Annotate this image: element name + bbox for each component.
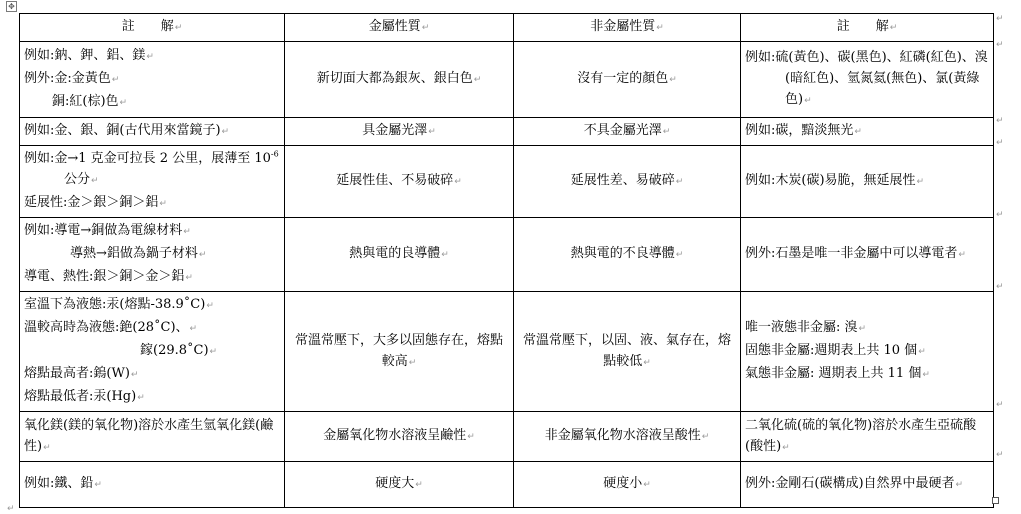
nonmetal-cell: 常溫常壓下，以固、液、氣存在，熔點較低↵ [514,292,741,412]
note-right-cell: 例外:金剛石(碳構成)自然界中最硬者↵ [741,462,994,508]
paragraph-end-mark: ↵ [7,504,15,514]
header-row [20,14,994,42]
table-move-handle-icon[interactable]: ✥ [6,1,17,12]
note-left-cell: 室溫下為液態:汞(熔點-38.9˚C)↵ 溫較高時為液態:銫(28˚C)、↵ 鎵(29.8˚C)↵ 熔點最高者:鎢(W)↵ 熔點最低者:汞(Hg)↵ [20,292,285,412]
end-of-row-mark: ↵ [996,210,1004,220]
end-of-row-mark: ↵ [996,14,1004,24]
table-row [20,218,994,292]
table-resize-handle[interactable] [992,497,999,504]
note-right-cell: 唯一液態非金屬: 溴↵ 固態非金屬:週期表上共 10 個↵ 氣態非金屬: 週期表上共 11 個↵ [741,292,994,412]
metal-cell: 常溫常壓下，大多以固態存在，熔點較高↵ [285,292,514,412]
metal-cell: 新切面大都為銀灰、銀白色↵ [285,42,514,118]
end-of-row-mark: ↵ [996,400,1004,410]
nonmetal-cell: 不具金屬光澤↵ [514,118,741,146]
nonmetal-cell: 延展性差、易破碎↵ [514,146,741,218]
nonmetal-cell: 沒有一定的顏色↵ [514,42,741,118]
note-right-cell: 二氧化硫(硫的氧化物)溶於水產生亞硫酸(酸性)↵ [741,412,994,462]
note-right-cell: 例如:碳，黯淡無光↵ [741,118,994,146]
table-row [20,292,994,412]
table-row [20,146,994,218]
header-note-right: 註 解↵ [741,14,994,42]
header-nonmetal: 非金屬性質↵ [514,14,741,42]
table-row [20,462,994,508]
end-of-row-mark: ↵ [996,116,1004,126]
note-left-cell: 例如:金、銀、銅(古代用來當鏡子)↵ [20,118,285,146]
end-of-row-mark: ↵ [996,282,1004,292]
note-right-cell: 例如:木炭(碳)易脆，無延展性↵ [741,146,994,218]
note-left-cell: 例如:鈉、鉀、鋁、鎂↵ 例外:金:金黃色↵ 銅:紅(棕)色↵ [20,42,285,118]
table-row [20,118,994,146]
header-note-left: 註 解↵ [20,14,285,42]
header-metal: 金屬性質↵ [285,14,514,42]
note-right-cell: 例外:石墨是唯一非金屬中可以導電者↵ [741,218,994,292]
metal-cell: 延展性佳、不易破碎↵ [285,146,514,218]
note-left-cell: 例如:導電→銅做為電線材料↵ 導熱→鋁做為鍋子材料↵ 導電、熱性:銀＞銅＞金＞鋁↵ [20,218,285,292]
table-row [20,412,994,462]
note-left-cell: 氧化鎂(鎂的氧化物)溶於水產生氫氧化鎂(鹼性)↵ [20,412,285,462]
end-of-row-mark: ↵ [996,450,1004,460]
note-left-cell: 例如:金→1 克金可拉長 2 公里，展薄至 $10^{-6}$ 公分↵ 延展性:金＞銀＞銅＞鋁↵ [20,146,285,218]
metal-cell: 具金屬光澤↵ [285,118,514,146]
metal-cell: 硬度大↵ [285,462,514,508]
nonmetal-cell: 非金屬氧化物水溶液呈酸性↵ [514,412,741,462]
nonmetal-cell: 硬度小↵ [514,462,741,508]
metal-cell: 熱與電的良導體↵ [285,218,514,292]
metal-nonmetal-table [19,13,994,508]
nonmetal-cell: 熱與電的不良導體↵ [514,218,741,292]
metal-cell: 金屬氧化物水溶液呈鹼性↵ [285,412,514,462]
end-of-row-mark: ↵ [996,40,1004,50]
end-of-row-mark: ↵ [996,138,1004,148]
table-row [20,42,994,118]
note-right-cell: 例如:硫(黃色)、碳(黑色)、紅磷(紅色)、溴(暗紅色)、氫氮氦(無色)、氯(黃綠色)↵ [741,42,994,118]
note-left-cell: 例如:鐵、鉛↵ [20,462,285,508]
